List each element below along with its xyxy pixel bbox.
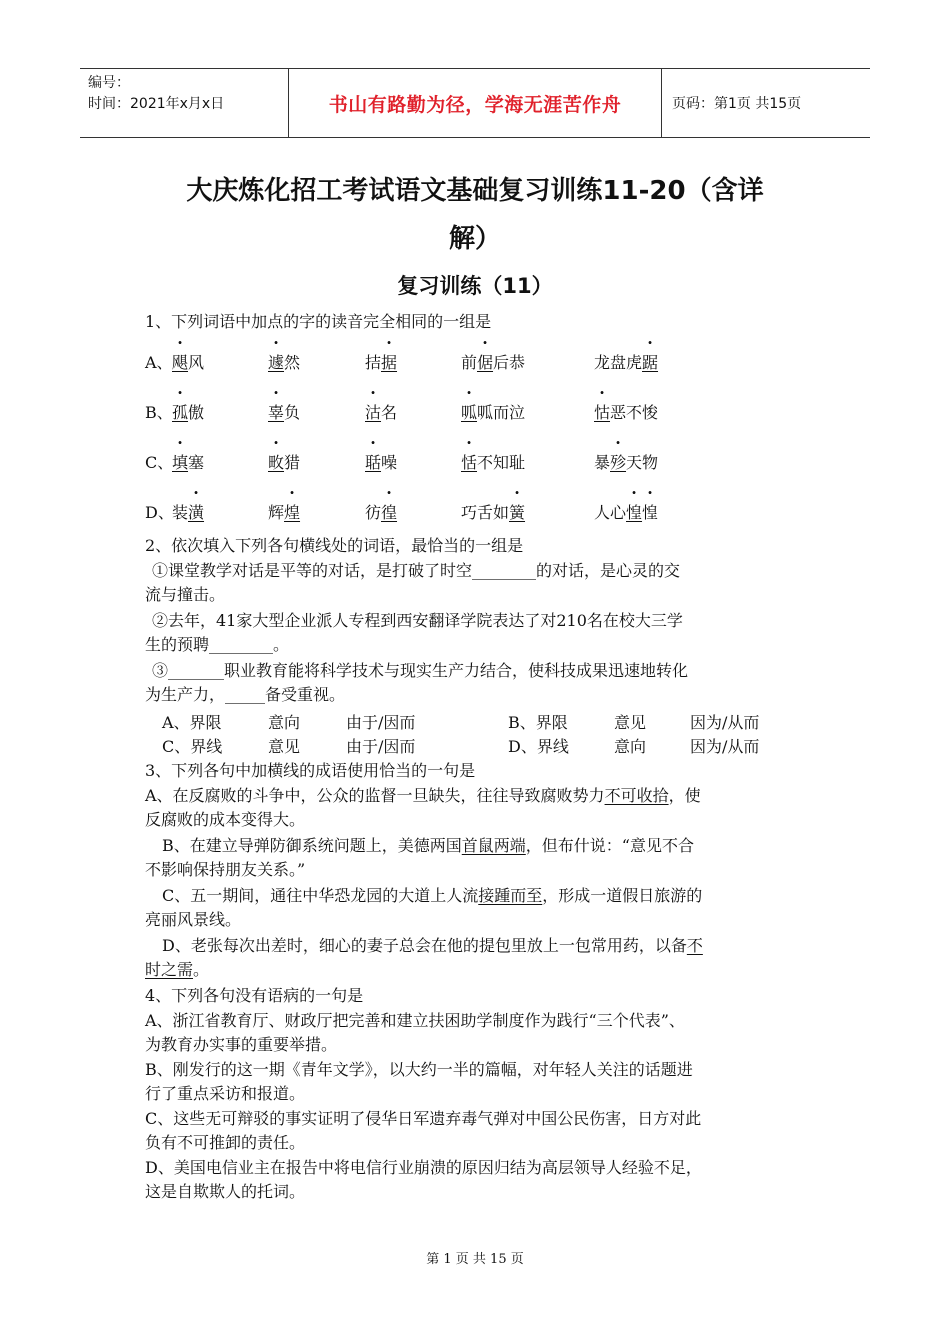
q3-d-idiom-part2: 时之需 — [145, 960, 194, 979]
q1-a-item2: 遽然 — [268, 353, 301, 372]
q2-sentence1a: ①课堂教学对话是平等的对话，是打破了时空________的对话，是心灵的交 — [152, 561, 681, 580]
q4-line-1: A、浙江省教育厅、财政厅把完善和建立扶困助学制度作为践行“三个代表”、 — [145, 1011, 685, 1030]
q1-stem: 1、下列词语中加点的字的读音完全相同的一组是 — [145, 312, 492, 331]
q4-line-7: D、美国电信业主在报告中将电信行业崩溃的原因归结为高层领导人经验不足， — [145, 1158, 702, 1177]
q3-c-idiom: 接踵而至 — [478, 886, 543, 905]
q2-sentence1b: 流与撞击。 — [145, 585, 226, 604]
q2-option-c-2: 意见 — [268, 737, 301, 756]
q1-a-item5: 龙盘虎踞 — [594, 353, 659, 372]
q3-option-a-line1: A、在反腐败的斗争中，公众的监督一旦缺失，往往导致腐败势力不可收拾，使 — [145, 786, 701, 805]
q4-line-2: 为教育办实事的重要举措。 — [145, 1035, 338, 1054]
q2-option-b: B、界限 — [508, 713, 568, 732]
q2-option-d-2: 意向 — [614, 737, 647, 756]
header-table — [80, 68, 870, 138]
page-info: 页码：第1页 共15页 — [672, 96, 802, 112]
q4-stem: 4、下列各句没有语病的一句是 — [145, 986, 364, 1005]
q4-line-8: 这是自欺欺人的托词。 — [145, 1182, 306, 1201]
q2-option-a-3: 由于/因而 — [346, 713, 416, 732]
q2-sentence3b: 为生产力，_____备受重视。 — [145, 685, 346, 704]
q1-row-a-label: A、 — [145, 353, 173, 372]
q2-option-a: A、界限 — [162, 713, 222, 732]
q2-option-d: D、界线 — [508, 737, 569, 756]
q1-row-d-label: D、 — [145, 503, 174, 522]
q1-row-c-label: C、 — [145, 453, 174, 472]
q2-option-d-3: 因为/从而 — [690, 737, 760, 756]
q1-d-item3: 彷徨 — [365, 503, 398, 522]
q1-b-item3: 沽名 — [365, 403, 398, 422]
q2-sentence2a: ②去年，41家大型企业派人专程到西安翻译学院表达了对210名在校大三学 — [152, 611, 683, 630]
q2-option-b-3: 因为/从而 — [690, 713, 760, 732]
q1-b-item1: 孤傲 — [172, 403, 205, 422]
document-title-line2: 解） — [448, 224, 501, 254]
q4-line-6: 负有不可推卸的责任。 — [145, 1133, 306, 1152]
q1-d-item1: 装潢 — [172, 503, 205, 522]
q3-option-b-line2: 不影响保持朋友关系。” — [145, 860, 306, 879]
q2-option-c-3: 由于/因而 — [346, 737, 416, 756]
motto: 书山有路勤为径，学海无涯苦作舟 — [289, 69, 662, 137]
document-title-line1: 大庆炼化招工考试语文基础复习训练11-20（含详 — [186, 176, 764, 206]
header-left-cell — [80, 69, 289, 137]
q1-a-item1: 飓风 — [172, 353, 205, 372]
q1-a-item4: 前倨后恭 — [461, 353, 526, 372]
q1-c-item3: 聒噪 — [365, 453, 398, 472]
q1-a-item3: 拮据 — [365, 353, 398, 372]
q4-line-5: C、这些无可辩驳的事实证明了侵华日军遗弃毒气弹对中国公民伤害，日方对此 — [145, 1109, 702, 1128]
q1-c-item5: 暴殄天物 — [594, 453, 659, 472]
q3-option-d-line2: 时之需。 — [145, 960, 210, 979]
q2-sentence2b: 生的预聘________。 — [145, 635, 290, 654]
q1-c-item4: 恬不知耻 — [461, 453, 526, 472]
q3-b-idiom: 首鼠两端 — [461, 836, 526, 855]
q4-line-4: 行了重点采访和报道。 — [145, 1084, 306, 1103]
q3-option-c-line2: 亮丽风景线。 — [145, 910, 242, 929]
q1-b-item5: 怙恶不悛 — [594, 403, 659, 422]
q3-a-idiom: 不可收拾 — [604, 786, 669, 805]
q3-option-c-line1: C、五一期间，通往中华恐龙园的大道上人流接踵而至，形成一道假日旅游的 — [162, 886, 703, 905]
q1-d-item5: 人心惶惶 — [594, 503, 659, 522]
number-label: 编号： — [88, 75, 130, 91]
q1-d-item4: 巧舌如簧 — [461, 503, 526, 522]
q1-b-item2: 辜负 — [268, 403, 301, 422]
date-line: 时间：2021年x月x日 — [88, 96, 225, 112]
q3-stem: 3、下列各句中加横线的成语使用恰当的一句是 — [145, 761, 476, 780]
page-footer: 第 1 页 共 15 页 — [426, 1252, 524, 1267]
q4-line-3: B、刚发行的这一期《青年文学》，以大约一半的篇幅，对年轻人关注的话题进 — [145, 1060, 693, 1079]
q1-d-item2: 辉煌 — [268, 503, 301, 522]
q1-row-b-label: B、 — [145, 403, 173, 422]
section-subtitle: 复习训练（11） — [397, 274, 553, 298]
q1-c-item2: 畋猎 — [268, 453, 301, 472]
q3-option-d-line1: D、老张每次出差时，细心的妻子总会在他的提包里放上一包常用药，以备不 — [162, 936, 703, 955]
q1-c-item1: 填塞 — [172, 453, 205, 472]
q3-option-b-line1: B、在建立导弹防御系统问题上，美德两国首鼠两端，但布什说：“意见不合 — [162, 836, 694, 855]
q1-b-item4: 呱呱而泣 — [461, 403, 526, 422]
q2-stem: 2、依次填入下列各句横线处的词语，最恰当的一组是 — [145, 536, 524, 555]
q2-option-a-2: 意向 — [268, 713, 301, 732]
q3-d-idiom-part1: 不 — [686, 936, 703, 955]
q3-option-a-line2: 反腐败的成本变得大。 — [145, 810, 306, 829]
q2-option-b-2: 意见 — [614, 713, 647, 732]
q2-sentence3a: ③_______职业教育能将科学技术与现实生产力结合，使科技成果迅速地转化 — [152, 661, 689, 680]
q2-option-c: C、界线 — [162, 737, 223, 756]
